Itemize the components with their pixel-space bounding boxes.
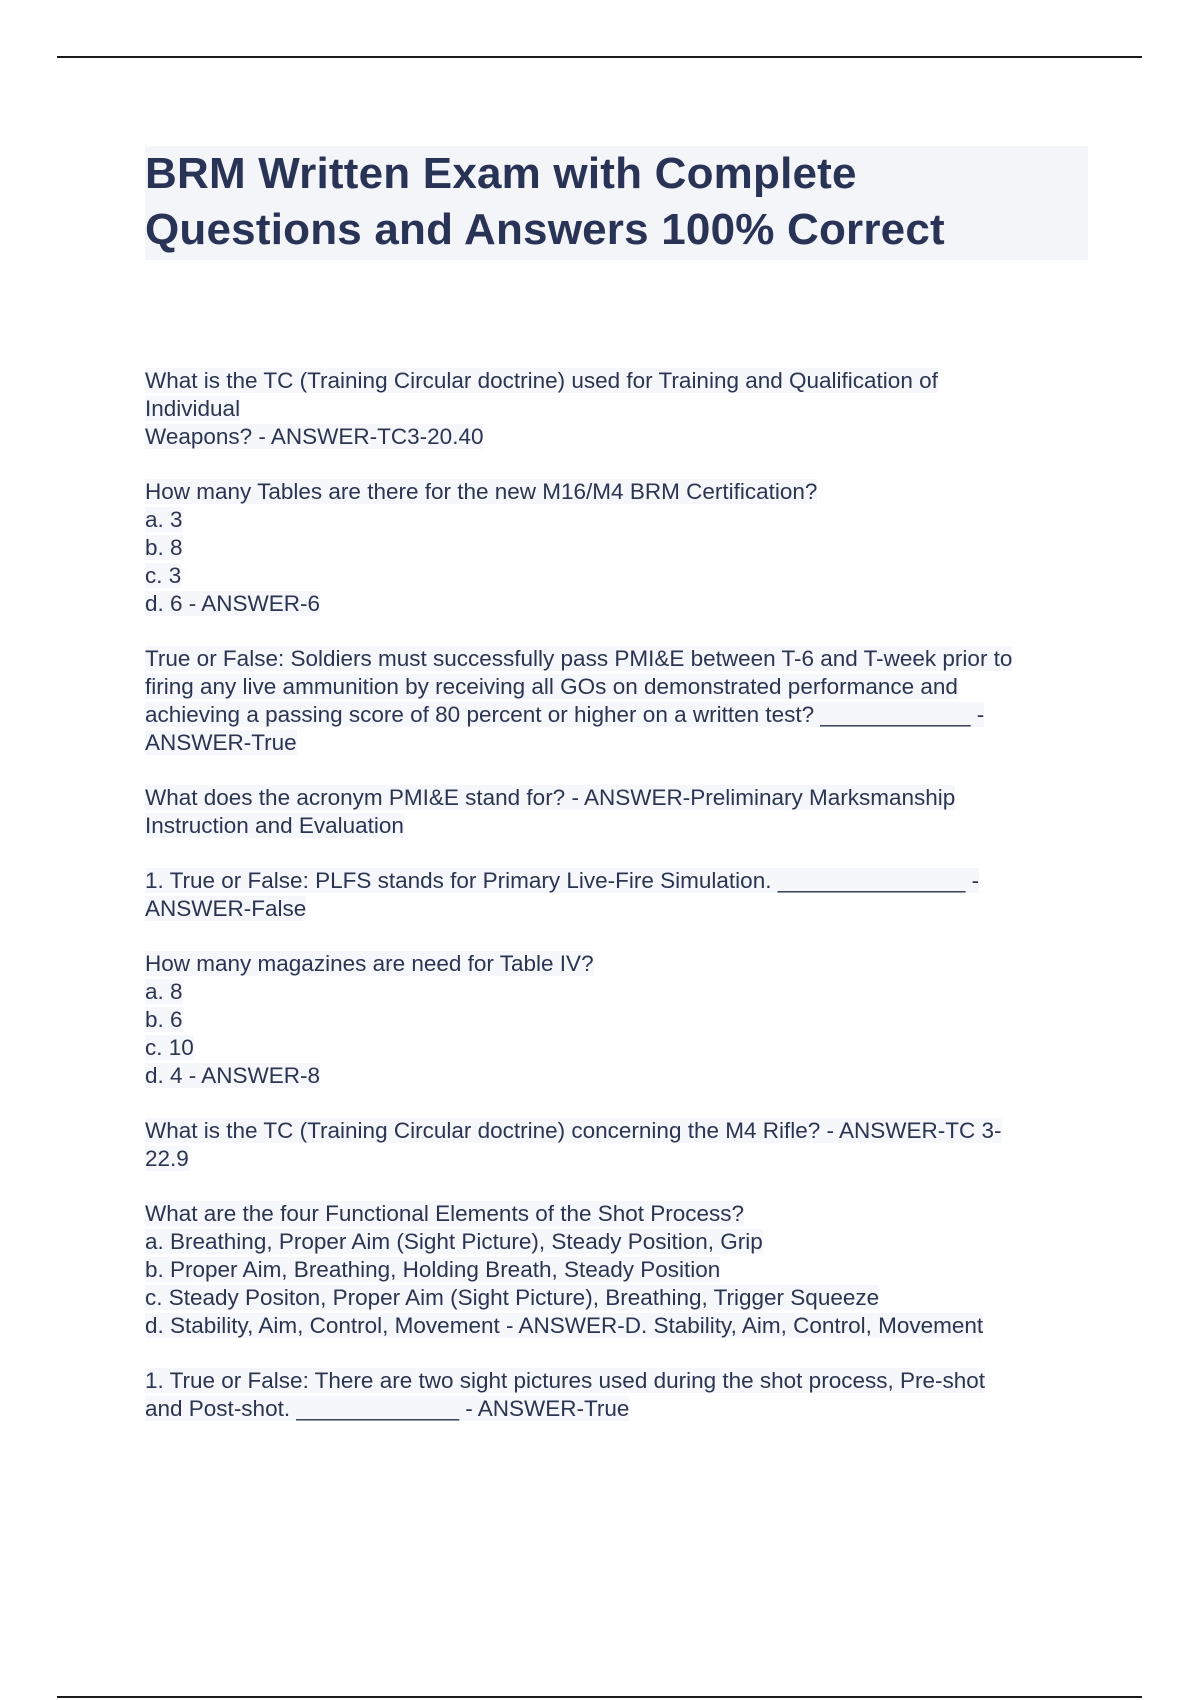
qa-line-text: a. 8 bbox=[145, 979, 183, 1004]
qa-line bbox=[145, 590, 1095, 618]
qa-line-text: What is the TC (Training Circular doctrine) used for Training and Qualification of bbox=[145, 368, 938, 393]
question-answer-list bbox=[145, 367, 1095, 1450]
qa-line-text: 1. True or False: There are two sight pictures used during the shot process, Pre-shot bbox=[145, 1368, 986, 1393]
qa-line bbox=[145, 729, 1095, 757]
qa-line-text: Individual bbox=[145, 396, 241, 421]
qa-item bbox=[145, 478, 1095, 618]
qa-line bbox=[145, 367, 1095, 395]
qa-line bbox=[145, 1062, 1095, 1090]
qa-item bbox=[145, 784, 1095, 840]
qa-line bbox=[145, 978, 1095, 1006]
qa-line bbox=[145, 423, 1095, 451]
qa-line-text: d. 6 - ANSWER-6 bbox=[145, 591, 321, 616]
qa-line bbox=[145, 1145, 1095, 1173]
qa-item bbox=[145, 1367, 1095, 1423]
qa-line bbox=[145, 562, 1095, 590]
qa-line bbox=[145, 701, 1095, 729]
qa-line-text: True or False: Soldiers must successfully pass PMI&E between T-6 and T-week prior to bbox=[145, 646, 1013, 671]
qa-line-text: What does the acronym PMI&E stand for? - ANSWER-Preliminary Marksmanship bbox=[145, 785, 956, 810]
title-line-2: Questions and Answers 100% Correct bbox=[145, 205, 945, 254]
footer-rule bbox=[57, 1696, 1142, 1698]
qa-line bbox=[145, 1284, 1095, 1312]
qa-line bbox=[145, 673, 1095, 701]
qa-line-text: b. 8 bbox=[145, 535, 183, 560]
qa-line-text: How many Tables are there for the new M16/M4 BRM Certification? bbox=[145, 479, 818, 504]
qa-line-text: 22.9 bbox=[145, 1146, 189, 1171]
qa-item bbox=[145, 950, 1095, 1090]
qa-line bbox=[145, 1034, 1095, 1062]
qa-line-text: a. 3 bbox=[145, 507, 183, 532]
qa-line-text: What are the four Functional Elements of the Shot Process? bbox=[145, 1201, 745, 1226]
qa-line-text: and Post-shot. _____________ - ANSWER-True bbox=[145, 1396, 630, 1421]
qa-item bbox=[145, 1117, 1095, 1173]
qa-line-text: c. 3 bbox=[145, 563, 182, 588]
qa-item bbox=[145, 867, 1095, 923]
qa-line-text: achieving a passing score of 80 percent or higher on a written test? ____________ - bbox=[145, 702, 985, 727]
qa-line bbox=[145, 506, 1095, 534]
qa-line-text: c. Steady Positon, Proper Aim (Sight Picture), Breathing, Trigger Squeeze bbox=[145, 1285, 880, 1310]
qa-line-text: Weapons? - ANSWER-TC3-20.40 bbox=[145, 424, 484, 449]
qa-item bbox=[145, 367, 1095, 451]
qa-line bbox=[145, 1367, 1095, 1395]
qa-line bbox=[145, 1228, 1095, 1256]
qa-line-text: Instruction and Evaluation bbox=[145, 813, 404, 838]
qa-item bbox=[145, 645, 1095, 757]
qa-line bbox=[145, 1256, 1095, 1284]
qa-line-text: How many magazines are need for Table IV? bbox=[145, 951, 594, 976]
document-title bbox=[145, 146, 1088, 260]
title-line-1: BRM Written Exam with Complete bbox=[145, 149, 857, 198]
qa-line-text: ANSWER-True bbox=[145, 730, 297, 755]
qa-line bbox=[145, 478, 1095, 506]
qa-line bbox=[145, 812, 1095, 840]
qa-line-text: What is the TC (Training Circular doctrine) concerning the M4 Rifle? - ANSWER-TC 3- bbox=[145, 1118, 1002, 1143]
qa-line-text: d. Stability, Aim, Control, Movement - ANSWER-D. Stability, Aim, Control, Movement bbox=[145, 1313, 984, 1338]
qa-line bbox=[145, 1117, 1095, 1145]
qa-line bbox=[145, 1395, 1095, 1423]
qa-line-text: 1. True or False: PLFS stands for Primary Live-Fire Simulation. _______________ - bbox=[145, 868, 980, 893]
qa-line-text: d. 4 - ANSWER-8 bbox=[145, 1063, 321, 1088]
qa-line bbox=[145, 1312, 1095, 1340]
qa-line bbox=[145, 784, 1095, 812]
qa-line-text: b. 6 bbox=[145, 1007, 183, 1032]
qa-line bbox=[145, 645, 1095, 673]
qa-line bbox=[145, 534, 1095, 562]
qa-line-text: ANSWER-False bbox=[145, 896, 307, 921]
header-rule bbox=[57, 56, 1142, 58]
qa-line bbox=[145, 895, 1095, 923]
qa-line bbox=[145, 1006, 1095, 1034]
qa-line-text: b. Proper Aim, Breathing, Holding Breath, Steady Position bbox=[145, 1257, 721, 1282]
qa-line bbox=[145, 1200, 1095, 1228]
qa-line-text: a. Breathing, Proper Aim (Sight Picture), Steady Position, Grip bbox=[145, 1229, 763, 1254]
qa-line bbox=[145, 395, 1095, 423]
qa-line bbox=[145, 950, 1095, 978]
qa-line-text: firing any live ammunition by receiving all GOs on demonstrated performance and bbox=[145, 674, 958, 699]
qa-line-text: c. 10 bbox=[145, 1035, 194, 1060]
qa-line bbox=[145, 867, 1095, 895]
qa-item bbox=[145, 1200, 1095, 1340]
